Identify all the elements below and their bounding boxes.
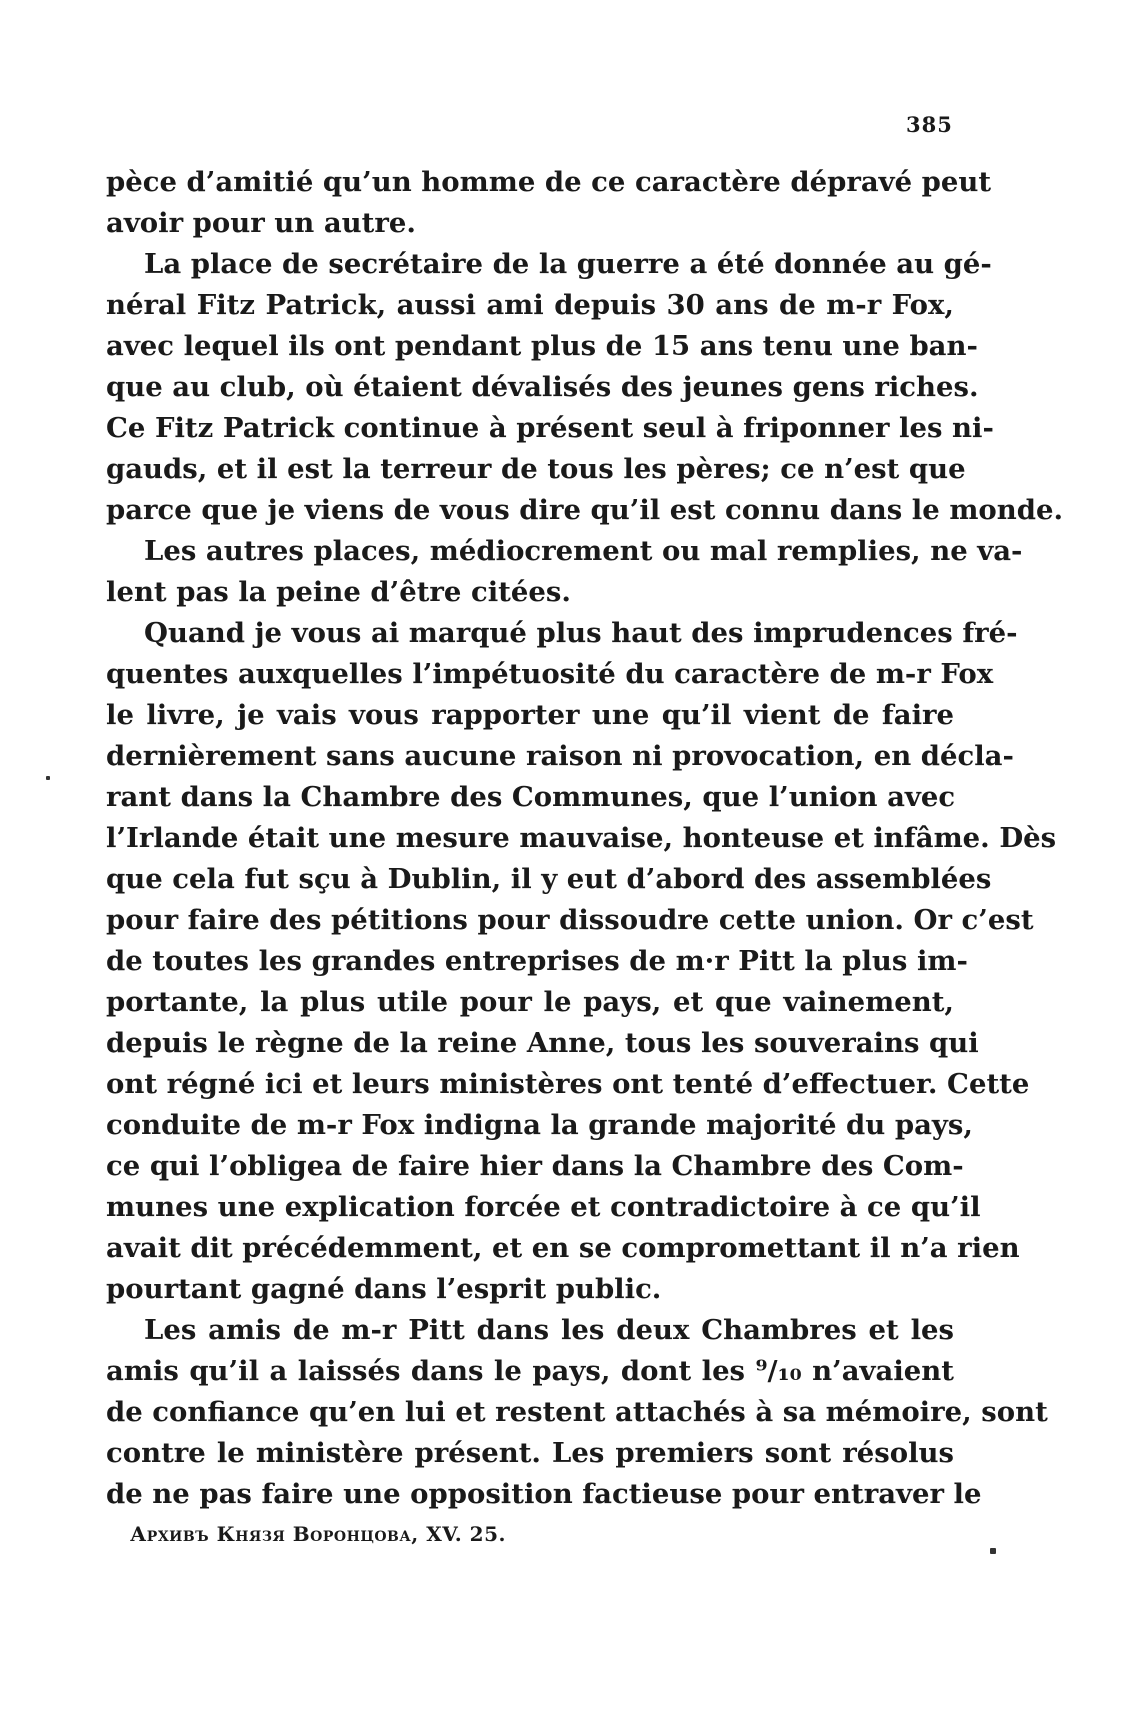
text-line: ont régné ici et leurs ministères ont tenté d’effectuer. Cette xyxy=(106,1068,1030,1100)
text-line: Les autres places, médiocrement ou mal remplies, ne va- xyxy=(144,535,1023,567)
text-line: pourtant gagné dans l’esprit public. xyxy=(106,1273,662,1305)
text-line: dernièrement sans aucune raison ni provocation, en décla- xyxy=(106,740,1014,772)
text-line: ce qui l’obligea de faire hier dans la Chambre des Com- xyxy=(106,1150,964,1182)
text-line: munes une explication forcée et contradictoire à ce qu’il xyxy=(106,1191,981,1223)
text-line: avec lequel ils ont pendant plus de 15 ans tenu une ban- xyxy=(106,330,978,362)
text-line: de toutes les grandes entreprises de m·r Pitt la plus im- xyxy=(106,945,968,977)
text-line: rant dans la Chambre des Communes, que l’union avec xyxy=(106,781,956,813)
text-line: La place de secrétaire de la guerre a été donnée au gé- xyxy=(144,248,992,280)
text-line: le livre, je vais vous rapporter une qu’il vient de faire xyxy=(106,699,954,731)
text-line: que cela fut sçu à Dublin, il y eut d’abord des assemblées xyxy=(106,863,992,895)
print-speck xyxy=(990,1548,996,1554)
text-line: que au club, où étaient dévalisés des jeunes gens riches. xyxy=(106,371,979,403)
text-line: avait dit précédemment, et en se compromettant il n’a rien xyxy=(106,1232,1020,1264)
text-line: pèce d’amitié qu’un homme de ce caractère dépravé peut xyxy=(106,166,992,198)
text-line: conduite de m-r Fox indigna la grande majorité du pays, xyxy=(106,1109,973,1141)
text-line: avoir pour un autre. xyxy=(106,207,416,239)
text-line: pour faire des pétitions pour dissoudre cette union. Or c’est xyxy=(106,904,1034,936)
text-line: Quand je vous ai marqué plus haut des imprudences fré- xyxy=(144,617,1018,649)
text-line: amis qu’il a laissés dans le pays, dont les ⁹/₁₀ n’avaient xyxy=(106,1355,954,1387)
text-line: parce que je viens de vous dire qu’il est connu dans le monde. xyxy=(106,494,1064,526)
text-line: gauds, et il est la terreur de tous les pères; ce n’est que xyxy=(106,453,966,485)
text-line: quentes auxquelles l’impétuosité du caractère de m-r Fox xyxy=(106,658,994,690)
print-speck xyxy=(46,776,50,780)
text-line: néral Fitz Patrick, aussi ami depuis 30 ans de m-r Fox, xyxy=(106,289,954,321)
text-line: portante, la plus utile pour le pays, et que vainement, xyxy=(106,986,954,1018)
text-line: de ne pas faire une opposition factieuse pour entraver le xyxy=(106,1478,982,1510)
page-number: 385 xyxy=(906,112,953,137)
text-line: de confiance qu’en lui et restent attachés à sa mémoire, sont xyxy=(106,1396,1048,1428)
text-line: depuis le règne de la reine Anne, tous les souverains qui xyxy=(106,1027,979,1059)
text-line: lent pas la peine d’être citées. xyxy=(106,576,571,608)
footer-signature: Архивъ Князя Воронцова, XV. 25. xyxy=(130,1522,506,1546)
body-text xyxy=(106,162,1064,1515)
text-line: Ce Fitz Patrick continue à présent seul à friponner les ni- xyxy=(106,412,994,444)
text-line: l’Irlande était une mesure mauvaise, honteuse et infâme. Dès xyxy=(106,822,1057,854)
text-line: contre le ministère présent. Les premiers sont résolus xyxy=(106,1437,954,1469)
text-line: Les amis de m-r Pitt dans les deux Chambres et les xyxy=(144,1314,954,1346)
